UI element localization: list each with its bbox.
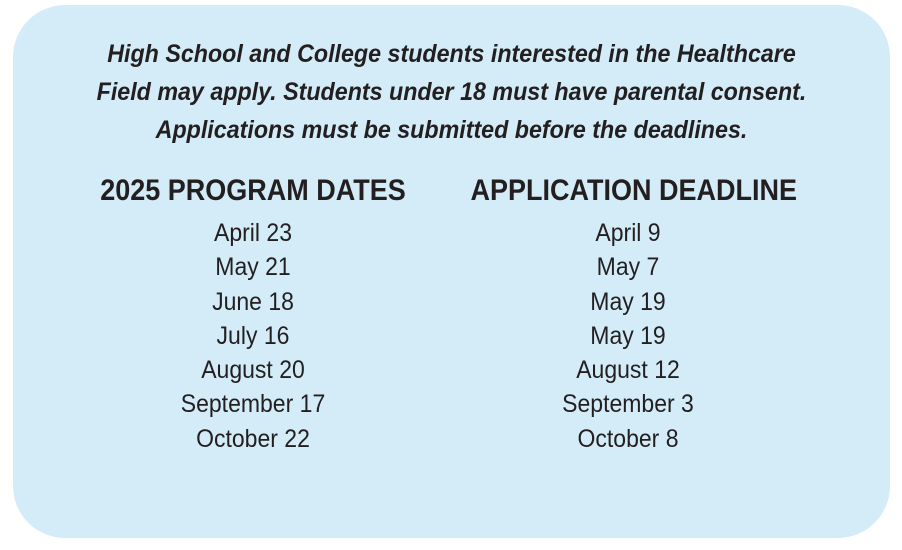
program-date: June 18 xyxy=(212,287,294,316)
deadline-date: October 8 xyxy=(577,424,679,453)
program-dates-header: 2025 PROGRAM DATES xyxy=(100,174,406,207)
deadline-date: August 12 xyxy=(576,356,680,385)
deadline-date: April 9 xyxy=(595,219,661,247)
eligibility-notice xyxy=(44,35,860,149)
notice-line: Applications must be submitted before the deadlines. xyxy=(155,116,748,144)
deadline-date: May 7 xyxy=(596,253,660,282)
application-deadline-header: APPLICATION DEADLINE xyxy=(470,174,798,207)
program-date: October 22 xyxy=(196,424,310,453)
program-date: September 17 xyxy=(180,390,326,419)
notice-line: High School and College students interested in the Healthcare xyxy=(107,40,796,68)
notice-line: Field may apply. Students under 18 must have parental consent. xyxy=(96,78,807,106)
program-date: July 16 xyxy=(216,321,290,350)
deadline-date: May 19 xyxy=(590,321,666,350)
application-deadline-column xyxy=(453,173,803,456)
deadline-date: May 19 xyxy=(590,287,666,316)
program-date: August 20 xyxy=(201,356,305,385)
program-date: April 23 xyxy=(214,219,292,247)
application-deadline-list xyxy=(453,216,803,456)
deadline-date: September 3 xyxy=(562,390,694,419)
info-card xyxy=(13,5,890,538)
program-dates-column xyxy=(83,173,423,456)
program-dates-list xyxy=(83,216,423,456)
program-date: May 21 xyxy=(215,253,291,282)
